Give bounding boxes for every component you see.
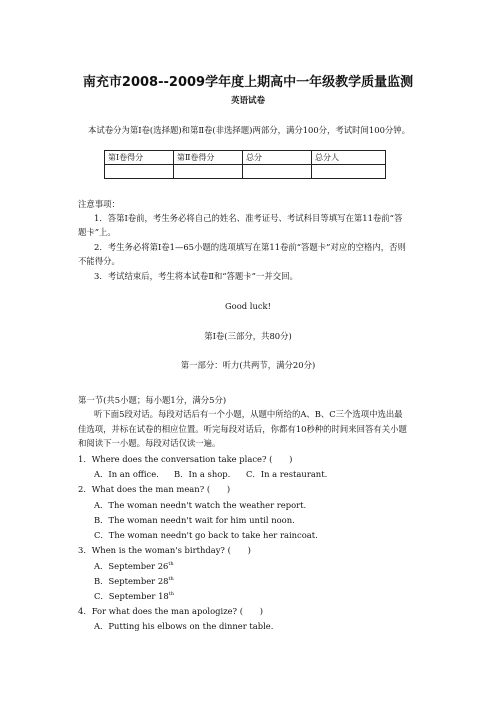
question-2-option-c[interactable]: C．The woman needn't go back to take her raincoat. — [94, 530, 318, 540]
notes-heading: 注意事项： — [78, 199, 120, 209]
option-text: A．September 26 — [94, 561, 169, 571]
note-3: 3．考试结束后，考生将本试卷Ⅱ和“答题卡”一并交回。 — [94, 271, 298, 281]
score-table — [104, 150, 386, 179]
option-text: C．September 18 — [94, 591, 169, 601]
question-1-option-b[interactable]: B．In a shop. — [174, 469, 231, 479]
question-1-option-c[interactable]: C．In a restaurant. — [246, 469, 328, 479]
question-2-option-b[interactable]: B．The woman needn't wait for him until noon. — [94, 515, 295, 525]
question-1: 1．Where does the conversation take place? ( ) — [78, 454, 293, 464]
question-3-option-b[interactable] — [94, 576, 174, 587]
question-1-option-a[interactable]: A．In an office. — [94, 469, 159, 479]
score-blank-cell[interactable] — [174, 165, 243, 179]
ordinal-suffix: th — [168, 561, 174, 567]
score-blank-cell[interactable] — [105, 165, 174, 179]
score-header-cell: 第Ⅰ卷得分 — [105, 151, 174, 165]
score-table-blank-row — [105, 165, 386, 179]
score-header-cell: 总分 — [243, 151, 312, 165]
part-1-heading: 第一部分：听力(共两节，满分20分) — [180, 360, 316, 370]
exam-title: 南充市2008--2009学年度上期高中一年级教学质量监测 — [82, 75, 414, 90]
score-blank-cell[interactable] — [312, 165, 386, 179]
note-1-line-1: 1．答第Ⅰ卷前，考生务必将自己的姓名、准考证号、考试科目等填写在第11卷前“答 — [94, 213, 403, 223]
note-2-line-2: 不能得分。 — [78, 256, 120, 266]
exam-subtitle: 英语试卷 — [230, 96, 265, 106]
option-text: B．September 28 — [94, 576, 169, 586]
score-blank-cell[interactable] — [243, 165, 312, 179]
ordinal-suffix: th — [168, 576, 174, 582]
intro-text: 本试卷分为第Ⅰ卷(选择题)和第Ⅱ卷(非选择题)两部分，满分100分，考试时间100分钟。 — [88, 125, 411, 135]
good-luck: Good luck! — [224, 301, 271, 311]
question-4-option-a[interactable]: A．Putting his elbows on the dinner table. — [94, 621, 274, 631]
section-1-heading: 第一节(共5小题；每小题1分，满分5分) — [78, 395, 227, 405]
score-header-cell: 总分人 — [312, 151, 386, 165]
volume-1-heading: 第Ⅰ卷(三部分，共80分) — [204, 331, 292, 341]
question-2: 2．What does the man mean? ( ) — [78, 484, 231, 494]
question-3-option-a[interactable] — [94, 561, 174, 572]
question-3-option-c[interactable] — [94, 591, 174, 602]
score-table-header-row — [105, 151, 386, 165]
question-2-option-a[interactable]: A．The woman needn't watch the weather report. — [94, 500, 307, 510]
section-1-instructions-line-3: 和阅读下一小题。每段对话仅读一遍。 — [78, 438, 221, 448]
question-4: 4．For what does the man apologize? ( ) — [78, 606, 263, 616]
note-1-line-2: 题卡”上。 — [78, 227, 116, 237]
question-3: 3．When is the woman's birthday? ( ) — [78, 545, 251, 555]
note-2-line-1: 2．考生务必将第Ⅰ卷1—65小题的选项填写在第11卷前“答题卡”对应的空格内，否则 — [94, 242, 406, 252]
score-header-cell: 第Ⅱ卷得分 — [174, 151, 243, 165]
ordinal-suffix: th — [168, 591, 174, 597]
section-1-instructions-line-1: 听下面5段对话。每段对话后有一个小题，从题中所给的A、B、C三个选项中选出最 — [94, 409, 403, 419]
section-1-instructions-line-2: 佳选项，并标在试卷的相应位置。听完每段对话后，你都有10秒种的时间来回答有关小题 — [78, 424, 407, 434]
